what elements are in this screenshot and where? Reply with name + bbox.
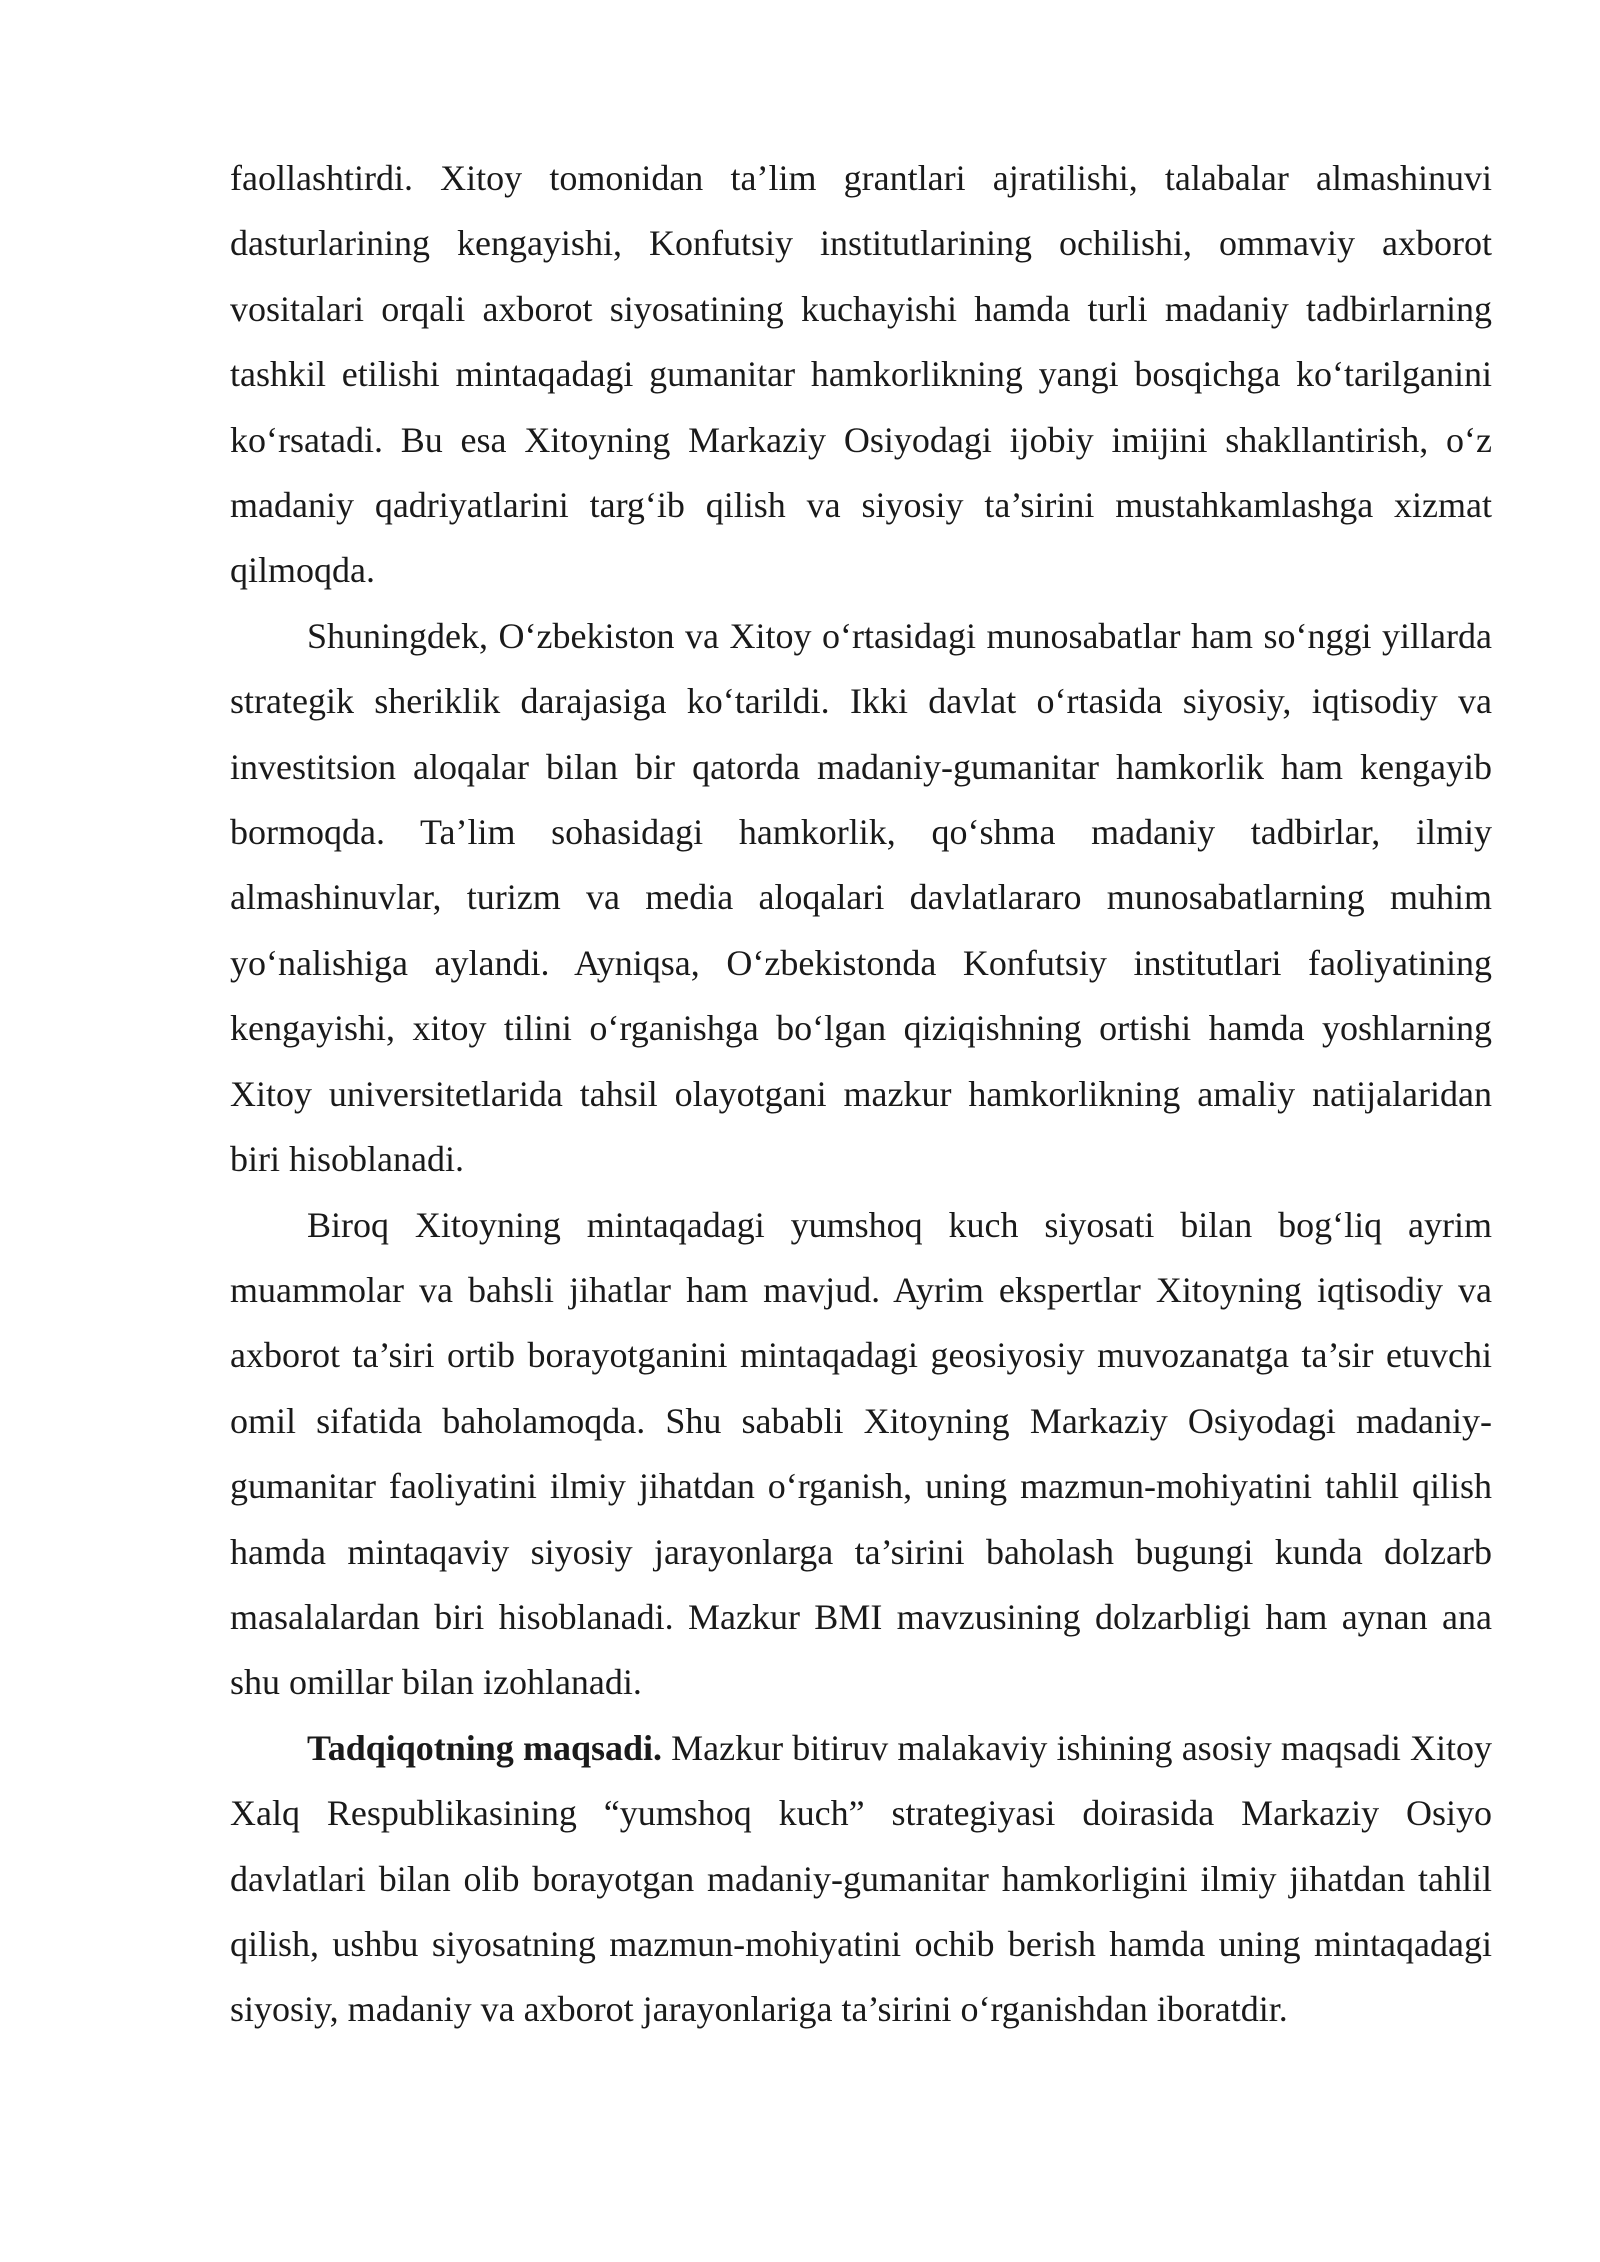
paragraph-3 [230, 1193, 1492, 1716]
document-body [230, 146, 1492, 2043]
paragraph-4 [230, 1716, 1492, 2043]
research-aim-heading: Tadqiqotning maqsadi. [307, 1727, 663, 1768]
paragraph-1-text: faollashtirdi. Xitoy tomonidan ta’lim grantlari ajratilishi, talabalar almashinuvi dasturlarining kengayishi, Konfutsiy institutlarining ochilishi, ommaviy axborot vositalari orqali axborot siyosatining kuchayishi hamda turli madaniy tadbirlarning tashkil etilishi mintaqadagi gumanitar hamkorlikning yangi bosqichga ko‘tarilganini ko‘rsatadi. Bu esa Xitoyning Markaziy Osiyodagi ijobiy imijini shakllantirish, o‘z madaniy qadriyatlarini targ‘ib qilish va siyosiy ta’sirini mustahkamlashga xizmat qilmoqda. [230, 158, 1492, 591]
paragraph-2 [230, 604, 1492, 1193]
paragraph-1 [230, 146, 1492, 604]
paragraph-2-text: Shuningdek, O‘zbekiston va Xitoy o‘rtasidagi munosabatlar ham so‘nggi yillarda strategik sheriklik darajasiga ko‘tarildi. Ikki davlat o‘rtasida siyosiy, iqtisodiy va investitsion aloqalar bilan bir qatorda madaniy-gumanitar hamkorlik ham kengayib bormoqda. Ta’lim sohasidagi hamkorlik, qo‘shma madaniy tadbirlar, ilmiy almashinuvlar, turizm va media aloqalari davlatlararo munosabatlarning muhim yo‘nalishiga aylandi. Ayniqsa, O‘zbekistonda Konfutsiy institutlari faoliyatining kengayishi, xitoy tilini o‘rganishga bo‘lgan qiziqishning ortishi hamda yoshlarning Xitoy universitetlarida tahsil olayotgani mazkur hamkorlikning amaliy natijalaridan biri hisoblanadi. [230, 615, 1492, 1180]
paragraph-4-text: Mazkur bitiruv malakaviy ishining asosiy maqsadi Xitoy Xalq Respublikasining “yumshoq kuch” strategiyasi doirasida Markaziy Osiyo davlatlari bilan olib borayotgan madaniy-gumanitar hamkorligini ilmiy jihatdan tahlil qilish, ushbu siyosatning mazmun-mohiyatini ochib berish hamda uning mintaqadagi siyosiy, madaniy va axborot jarayonlariga ta’sirini o‘rganishdan iboratdir. [230, 1727, 1492, 2030]
paragraph-3-text: Biroq Xitoyning mintaqadagi yumshoq kuch siyosati bilan bog‘liq ayrim muammolar va bahsli jihatlar ham mavjud. Ayrim ekspertlar Xitoyning iqtisodiy va axborot ta’siri ortib borayotganini mintaqadagi geosiyosiy muvozanatga ta’sir etuvchi omil sifatida baholamoqda. Shu sababli Xitoyning Markaziy Osiyodagi madaniy-gumanitar faoliyatini ilmiy jihatdan o‘rganish, uning mazmun-mohiyatini tahlil qilish hamda mintaqaviy siyosiy jarayonlarga ta’sirini baholash bugungi kunda dolzarb masalalardan biri hisoblanadi. Mazkur BMI mavzusining dolzarbligi ham aynan ana shu omillar bilan izohlanadi. [230, 1204, 1492, 1703]
